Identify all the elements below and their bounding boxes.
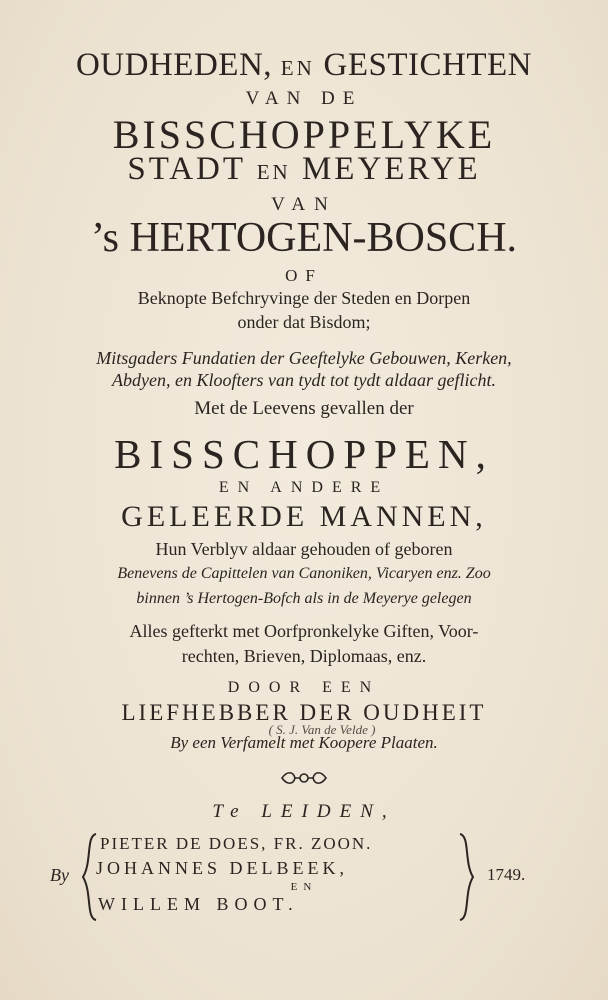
title-word-en: EN	[280, 56, 315, 80]
title-word-en-2: EN	[256, 160, 291, 184]
subtitle-line-5: Alles gefterkt met Oorfpronkelyke Giften, Voor-	[129, 621, 479, 641]
imprint-by: By	[50, 865, 69, 885]
title-line-hertogen-bosch: ’s HERTOGEN-BOSCH.	[90, 215, 518, 261]
subtitle-line-6: rechten, Brieven, Diplomaas, enz.	[181, 646, 427, 666]
title-line-en-andere: EN ANDERE	[218, 479, 390, 496]
title-line-1	[0, 47, 608, 84]
title-line-geleerde-mannen: GELEERDE MANNEN,	[121, 500, 487, 533]
subtitle-italic-line-4: binnen ’s Hertogen-Bofch als in de Meyerye gelegen	[136, 590, 472, 607]
title-line-van: VAN	[271, 194, 337, 215]
manuscript-annotation: ( S. J. Van de Velde )	[268, 722, 376, 737]
title-word-oudheden: OUDHEDEN,	[75, 47, 273, 83]
printer-ornament-icon	[279, 769, 329, 787]
imprint-printer-2: JOHANNES DELBEEK,	[96, 858, 348, 878]
imprint-en: EN	[290, 881, 318, 893]
title-line-van-de: VAN DE	[245, 88, 363, 109]
subtitle-italic-line-3: Benevens de Capittelen van Canoniken, Vicaryen enz. Zoo	[117, 565, 491, 582]
title-line-bisschoppelyke: BISSCHOPPELYKE	[112, 112, 496, 157]
imprint-year: 1749.	[487, 865, 526, 884]
title-line-of: OF	[285, 266, 323, 285]
subtitle-line-3: Met de Leevens gevallen der	[194, 398, 414, 419]
title-word-meyerye: MEYERYE	[301, 151, 481, 187]
subtitle-line-2: onder dat Bisdom;	[237, 312, 371, 332]
right-brace-icon	[458, 832, 476, 922]
subtitle-italic-line-5: By een Verfamelt met Koopere Plaaten.	[170, 733, 438, 752]
title-line-bisschoppen: BISSCHOPPEN,	[114, 431, 494, 477]
title-line-liefhebber: LIEFHEBBER DER OUDHEIT	[121, 700, 487, 725]
subtitle-line-1: Beknopte Befchryvinge der Steden en Dorpen	[137, 288, 471, 308]
imprint-printer-3: WILLEM BOOT.	[98, 894, 299, 914]
imprint-block	[0, 832, 608, 922]
title-word-gestichten: GESTICHTEN	[323, 47, 533, 83]
subtitle-italic-line-2: Abdyen, en Kloofters van tydt tot tydt aldaar geflicht.	[112, 370, 496, 390]
subtitle-italic-line-1: Mitsgaders Fundatien der Geeftelyke Gebouwen, Kerken,	[96, 348, 512, 368]
imprint-printer-1: PIETER DE DOES, FR. ZOON.	[100, 834, 373, 853]
imprint-place: Te LEIDEN,	[212, 801, 396, 822]
title-word-stadt: STADT	[127, 151, 246, 187]
subtitle-line-4: Hun Verblyv aldaar gehouden of geboren	[155, 539, 453, 559]
title-line-door-een: DOOR EEN	[227, 679, 381, 696]
title-line-stadt-meyerye	[0, 151, 608, 188]
